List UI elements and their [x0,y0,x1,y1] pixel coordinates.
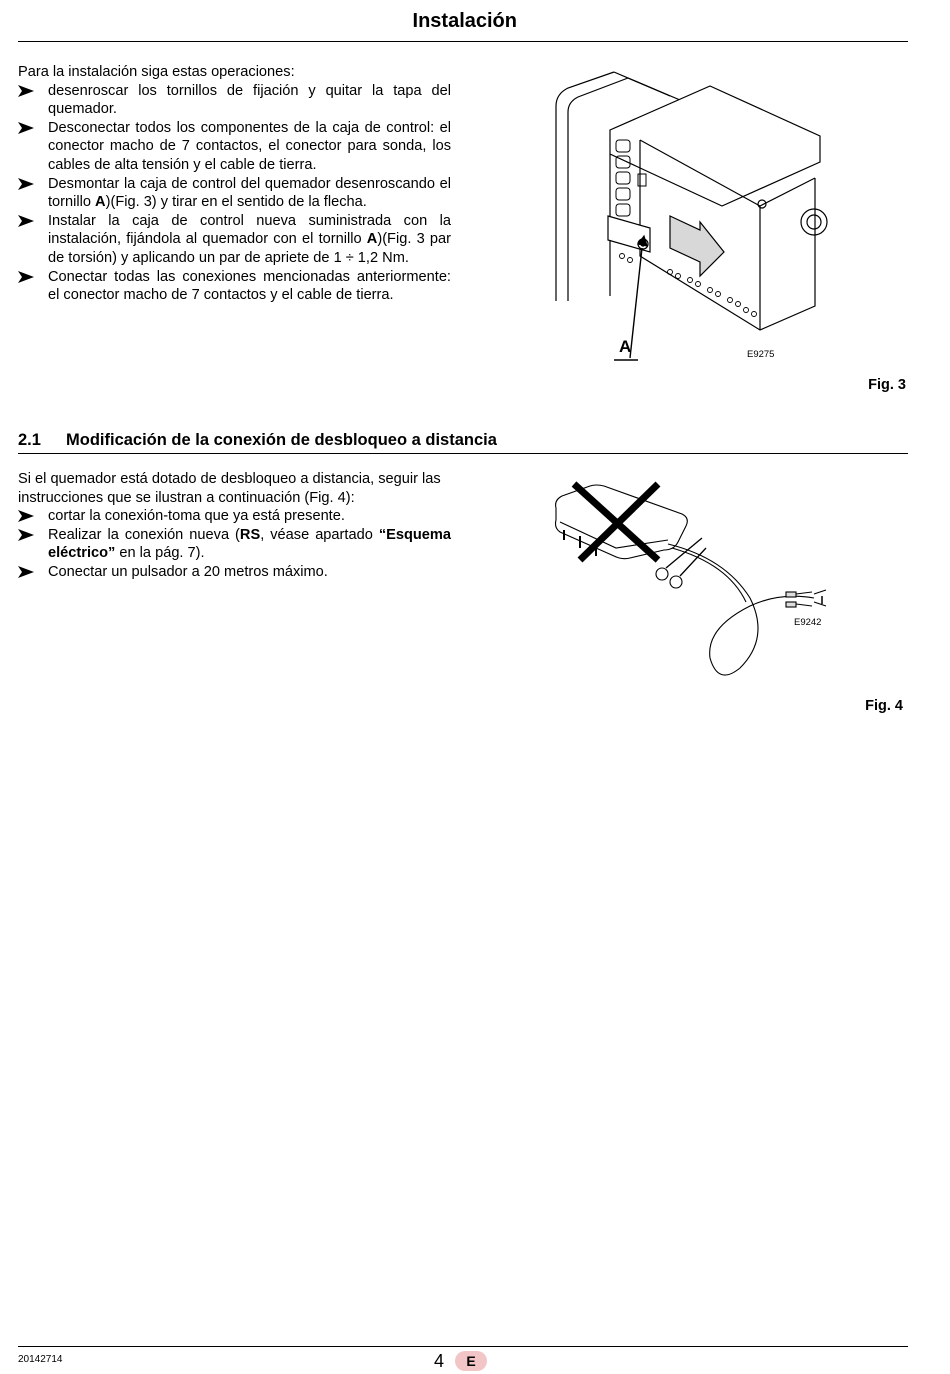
figure-caption: Fig. 4 [865,698,903,714]
section-lead: Si el quemador está dotado de desbloqueo a distancia, seguir las instrucciones que se ilustran a continuación (Fig. 4): [18,471,441,506]
header-rule [18,41,908,42]
step-bold: RS [239,526,261,543]
list-item [18,212,451,268]
step-text: cortar la conexión-toma que ya está presente. [48,508,345,525]
list-item [18,268,451,305]
list-item [18,507,451,526]
step-bold: “Esquema eléctrico” [48,526,451,562]
footer-rule [18,1346,908,1347]
intro-lead: Para la instalación siga estas operaciones: [18,64,295,80]
bullet-arrow-icon [18,215,34,227]
bullet-arrow-icon [18,122,34,134]
section-heading [18,431,497,450]
bullet-arrow-icon [18,85,34,97]
callout-label: A [619,337,632,356]
bullet-arrow-icon [18,510,34,522]
step-bold: A [95,194,106,211]
section-number: 2.1 [18,431,41,449]
list-item [18,175,451,212]
section-steps [18,507,451,581]
language-badge: E [455,1351,487,1371]
bullet-arrow-icon [18,529,34,541]
remote-reset-connector-illustration [550,478,840,688]
bullet-arrow-icon [18,178,34,190]
step-text: Desmontar la caja de control del quemador desenroscando el tornillo [48,175,451,211]
step-text: desenroscar los tornillos de fijación y quitar la tapa del quemador. [48,82,451,118]
list-item [18,119,451,175]
step-text: )(Fig. 3) y tirar en el sentido de la flecha. [105,194,367,211]
step-text: Conectar un pulsador a 20 metros máximo. [48,563,328,580]
list-item [18,82,451,119]
figure-caption: Fig. 3 [868,377,906,393]
page-number: 4 [434,1351,445,1371]
installation-steps [18,82,451,305]
installation-instructions [18,63,451,305]
list-item [18,563,451,582]
section-title: Modificación de la conexión de desbloqueo a distancia [66,431,497,449]
figure-code: E9275 [747,349,775,360]
list-item [18,526,451,563]
document-code: 20142714 [18,1354,63,1365]
step-text: Desconectar todos los componentes de la caja de control: el conector macho de 7 contactos, el conector para sonda, los cables de alta tensión y el cable de tierra. [48,119,451,173]
control-box-illustration [550,66,850,366]
step-text: Instalar la caja de control nueva suministrada con la instalación, fijándola al quemador con el tornillo [48,212,451,248]
figure-code: E9242 [794,617,822,628]
section-instructions [18,470,451,582]
step-text: Realizar la conexión nueva ( [48,526,240,543]
page-title: Instalación [412,10,517,32]
step-text: Conectar todas las conexiones mencionadas anteriormente: el conector macho de 7 contactos y el cable de tierra. [48,268,451,304]
step-text: en la pág. 7). [115,545,205,562]
step-text: , véase apartado [260,526,379,543]
bullet-arrow-icon [18,271,34,283]
step-bold: A [366,231,378,248]
section-rule [18,453,908,454]
step-text: )(Fig. 3 par de torsión) y aplicando un par de apriete de 1 ÷ 1,2 Nm. [48,231,451,266]
bullet-arrow-icon [18,566,34,578]
